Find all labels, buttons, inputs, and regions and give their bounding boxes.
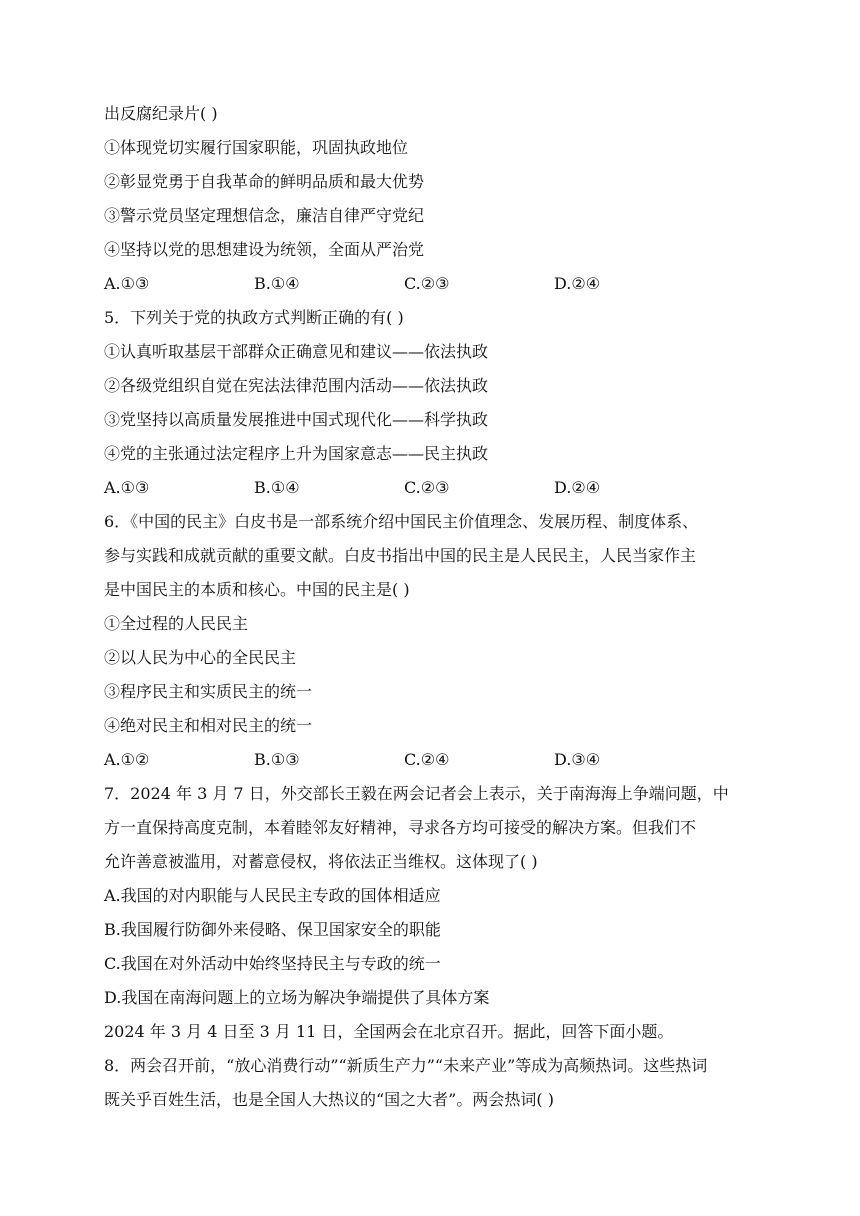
q7-stem-line-3: 允许善意被滥用，对蓄意侵权，将依法正当维权。这体现了( ) [104, 852, 538, 871]
q4-item-2: ②彰显党勇于自我革命的鲜明品质和最大优势 [104, 172, 425, 191]
q6-option-c[interactable]: C.②④ [404, 750, 450, 769]
q7-stem-line-1: 7．2024 年 3 月 7 日，外交部长王毅在两会记者会上表示，关于南海海上争端问题，中 [104, 784, 729, 803]
q5-item-3: ③党坚持以高质量发展推进中国式现代化——科学执政 [104, 410, 489, 429]
q6-options [104, 750, 664, 770]
q7-choice-b[interactable]: B.我国履行防御外来侵略、保卫国家安全的职能 [104, 920, 441, 939]
q6-stem-line-2: 参与实践和成就贡献的重要文献。白皮书指出中国的民主是人民民主，人民当家作主 [104, 546, 697, 565]
q7-choice-a[interactable]: A.我国的对内职能与人民民主专政的国体相适应 [104, 886, 441, 905]
q7-choice-c[interactable]: C.我国在对外活动中始终坚持民主与专政的统一 [104, 954, 441, 973]
q4-option-b[interactable]: B.①④ [254, 274, 300, 293]
q4-option-d[interactable]: D.②④ [554, 274, 601, 293]
q4-options [104, 274, 664, 294]
q4-item-4: ④坚持以党的思想建设为统领，全面从严治党 [104, 240, 425, 259]
q5-item-4: ④党的主张通过法定程序上升为国家意志——民主执政 [104, 444, 489, 463]
q6-option-a[interactable]: A.①② [104, 750, 150, 769]
section-intro: 2024 年 3 月 4 日至 3 月 11 日，全国两会在北京召开。据此，回答下面小题。 [104, 1022, 674, 1041]
q5-item-2: ②各级党组织自觉在宪法法律范围内活动——依法执政 [104, 376, 489, 395]
q6-option-d[interactable]: D.③④ [554, 750, 601, 769]
q4-item-3: ③警示党员坚定理想信念，廉洁自律严守党纪 [104, 206, 425, 225]
q6-item-1: ①全过程的人民民主 [104, 614, 249, 633]
q6-item-4: ④绝对民主和相对民主的统一 [104, 716, 313, 735]
q6-option-b[interactable]: B.①③ [254, 750, 300, 769]
q8-stem-line-1: 8．两会召开前，“放心消费行动”“新质生产力”“未来产业”等成为高频热词。这些热词 [104, 1056, 708, 1075]
q7-stem-line-2: 方一直保持高度克制，本着睦邻友好精神，寻求各方均可接受的解决方案。但我们不 [104, 818, 697, 837]
q6-item-3: ③程序民主和实质民主的统一 [104, 682, 313, 701]
q4-item-1: ①体现党切实履行国家职能，巩固执政地位 [104, 138, 409, 157]
q4-option-a[interactable]: A.①③ [104, 274, 150, 293]
q5-options [104, 478, 664, 498]
q8-stem-line-2: 既关乎百姓生活，也是全国人大热议的“国之大者”。两会热词( ) [104, 1090, 554, 1109]
q6-stem-line-3: 是中国民主的本质和核心。中国的民主是( ) [104, 580, 410, 599]
q7-choice-d[interactable]: D.我国在南海问题上的立场为解决争端提供了具体方案 [104, 988, 490, 1007]
q5-item-1: ①认真听取基层干部群众正确意见和建议——依法执政 [104, 342, 489, 361]
q4-stem-tail: 出反腐纪录片( ) [104, 104, 218, 123]
q6-item-2: ②以人民为中心的全民民主 [104, 648, 297, 667]
q4-option-c[interactable]: C.②③ [404, 274, 450, 293]
q5-option-d[interactable]: D.②④ [554, 478, 601, 497]
q6-stem-line-1: 6．《中国的民主》白皮书是一部系统介绍中国民主价值理念、发展历程、制度体系、 [104, 512, 699, 531]
q5-option-c[interactable]: C.②③ [404, 478, 450, 497]
q5-stem: 5．下列关于党的执政方式判断正确的有( ) [104, 308, 404, 327]
q5-option-b[interactable]: B.①④ [254, 478, 300, 497]
q5-option-a[interactable]: A.①③ [104, 478, 150, 497]
